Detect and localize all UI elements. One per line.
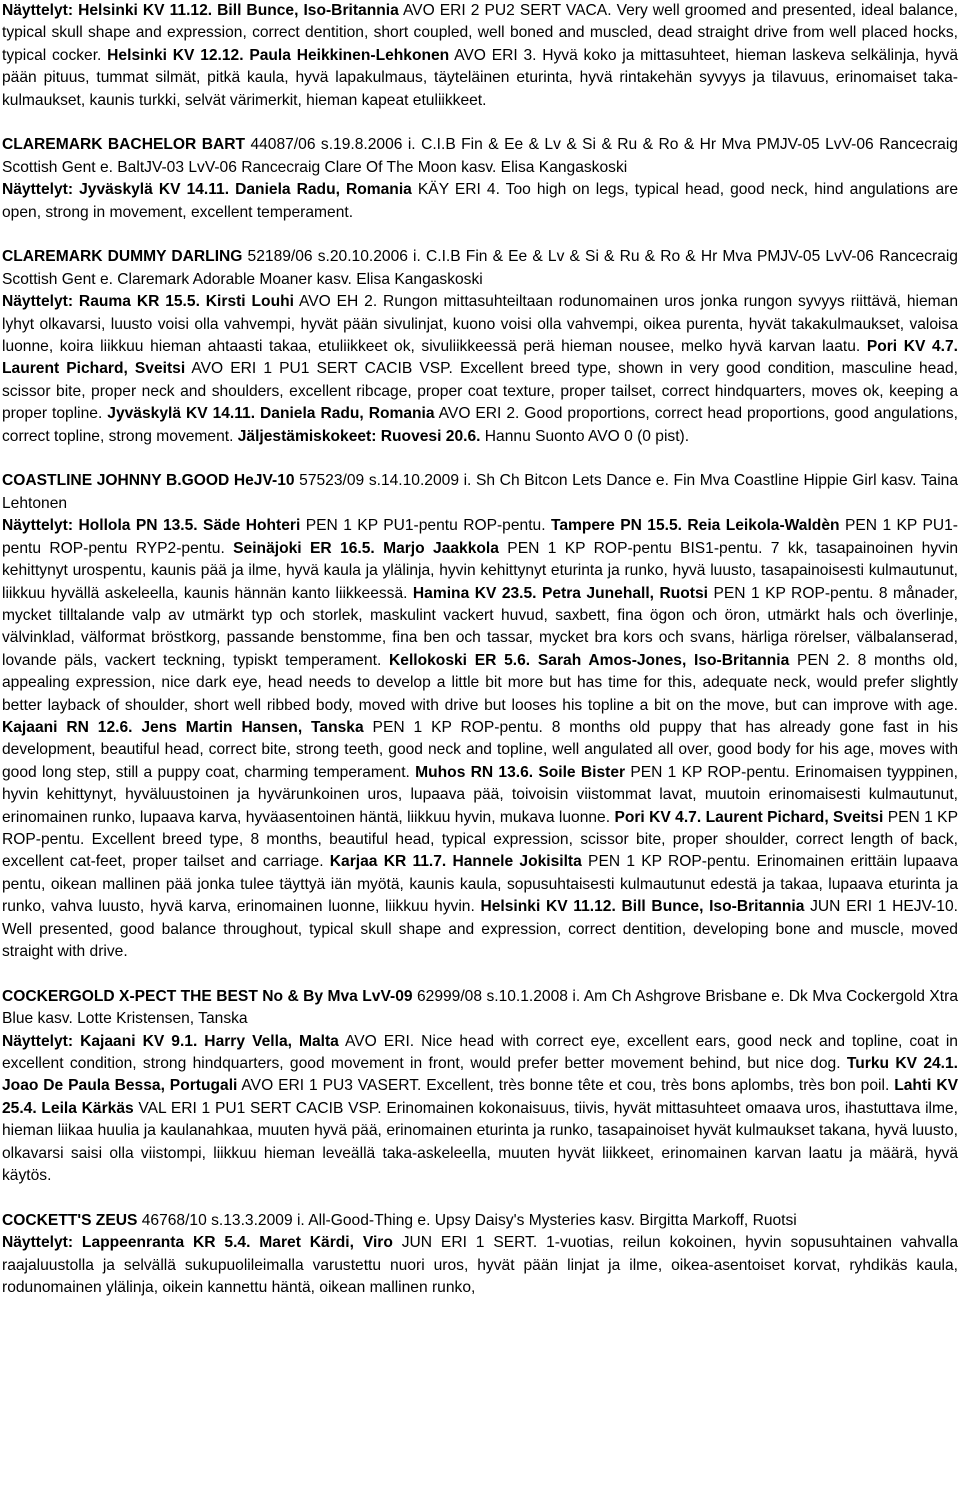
dog-entry: [2, 134, 958, 224]
bold-text-run: Karjaa KR 11.7. Hannele Jokisilta: [329, 853, 582, 871]
dog-entry-header: [2, 246, 958, 291]
text-run: 62999/08 s.10.1.2008 i. Am Ch Ashgrove Brisbane e. Dk Mva Cockergold Xtra Blue kasv. Lotte Kristensen, Tanska: [2, 987, 958, 1028]
dog-entry-results: [2, 291, 958, 448]
text-run: PEN 1 KP ROP-pentu. Erinomaisen tyyppinen, hyvin kehittynyt, hyväluustoinen ja hyvärunkoinen uros, lupaava pää, toivoisin viistommat lavat, muutoin erinomaisesti kulmautunut, erinomainen runko, lupaava karva, hyväasentoinen häntä, liikkuu hyvin, mukava luonne.: [2, 763, 958, 826]
bold-text-run: Muhos RN 13.6. Soile Bister: [415, 763, 626, 781]
text-run: PEN 1 KP PU1-pentu ROP-pentu.: [300, 517, 551, 535]
dog-entry-results: [2, 1232, 958, 1299]
text-run: PEN 1 KP PU1-pentu ROP-pentu RYP2-pentu.: [2, 517, 958, 557]
text-run: PEN 1 KP ROP-pentu. Excellent breed type, 8 months, beautiful head, typical expression, scissor bite, proper shoulder, correct length of back, excellent cat-feet, proper tailset and carriage.: [2, 808, 958, 871]
dog-entry-results: [2, 515, 958, 963]
bold-text-run: Jyväskylä KV 14.11. Daniela Radu, Romania: [107, 405, 435, 423]
text-run: AVO ERI 2. Good proportions, correct head proportions, good angulations, correct topline, strong movement.: [2, 405, 959, 445]
bold-text-run: COASTLINE JOHNNY B.GOOD HeJV-10: [2, 472, 295, 490]
bold-text-run: COCKETT'S ZEUS: [2, 1211, 138, 1229]
text-run: PEN 1 KP ROP-pentu. Erinomainen erittäin lupaava pentu, oikean mallinen pää jonka tulee täyttyä iän myötä, kaunis kaula, sopusuhtaisesti kulmautunut edestä ja takaa, lupaava eturinta ja runko, vahva luusto, hyvä karva, erinomainen luonne, liikkuu hyvin.: [2, 853, 959, 916]
bold-text-run: Näyttelyt: Jyväskylä KV 14.11. Daniela Radu, Romania: [2, 181, 412, 199]
bold-text-run: Pori KV 4.7. Laurent Pichard, Sveitsi: [2, 338, 958, 378]
bold-text-run: CLAREMARK BACHELOR BART: [2, 136, 246, 154]
paragraph-intro: [2, 0, 958, 112]
dog-entry-header: [2, 1210, 958, 1232]
bold-text-run: Pori KV 4.7. Laurent Pichard, Sveitsi: [614, 808, 884, 826]
text-run: AVO ERI. Nice head with correct eye, excellent ears, good neck and topline, coat in excellent condition, strong hindquarters, good movement in front, would prefer better movement behind, but nice dog.: [2, 1032, 958, 1073]
bold-text-run: Tampere PN 15.5. Reia Leikola-Waldèn: [550, 517, 840, 535]
text-run: AVO EH 2. Rungon mittasuhteiltaan rodunomainen uros jonka rungon syvyys riittävä, hieman lyhyt olkavarsi, luusto voisi olla vahvempi, hyvät pään sivulinjat, kuono voisi olla vahvempi, oikea purenta, hyvät takakulmaukset, valoisa luonne, koira liikkuu hieman ahtaasti takaa, etuliikkeet ok, sivuliikkeessä perä hieman nousee, melko hyvä karvan laatu.: [2, 293, 958, 356]
text-run: 44087/06 s.19.8.2006 i. C.I.B Fin & Ee & Lv & Si & Ru & Ro & Hr Mva PMJV-05 LvV-06 Rancecraig Scottish Gent e. BaltJV-03 LvV-06 Rancecraig Clare Of The Moon kasv. Elisa Kangaskoski: [2, 136, 958, 176]
dog-entry: [2, 986, 958, 1188]
bold-text-run: Näyttelyt: Helsinki KV 11.12. Bill Bunce, Iso-Britannia: [2, 2, 399, 19]
text-run: PEN 2. 8 months old, appealing expression, nice dark eye, head needs to develop a little bit more but has time for this, adequate neck, would prefer slightly better layback of shoulder, short well ribbed body, moved with drive but looses his topline a bit on the move, but can improve with age.: [2, 651, 958, 714]
text-run: 57523/09 s.14.10.2009 i. Sh Ch Bitcon Lets Dance e. Fin Mva Coastline Hippie Girl kasv. Taina Lehtonen: [2, 472, 958, 512]
bold-text-run: Näyttelyt: Hollola PN 13.5. Säde Hohteri: [2, 517, 301, 535]
bold-text-run: Jäljestämiskokeet: Ruovesi 20.6.: [237, 427, 481, 445]
text-run: VAL ERI 1 PU1 SERT CACIB VSP. Erinomainen kokonaisuus, tiivis, hyvät mittasuhteet omaava uros, ihastuttava ilme, hieman liikaa huulia ja kaulanahkaa, muuten hyvä pää, erinomainen eturinta ja runko, tasapainoiset hyvät kulmaukset takana, hyvä luusto, olkavarsi saisi olla viistompi, liikkuu hieman leveällä taka-askeleella, muuten hyvät liikkeet, erinomainen karvan laatu ja määrä, hyvä käytös.: [2, 1099, 958, 1185]
dog-entry: [2, 246, 958, 448]
dog-entry-header: [2, 134, 958, 179]
bold-text-run: COCKERGOLD X-PECT THE BEST No & By Mva LvV-09: [2, 987, 413, 1005]
dog-entry-results: [2, 1031, 958, 1188]
bold-text-run: Kellokoski ER 5.6. Sarah Amos-Jones, Iso-Britannia: [389, 651, 790, 669]
dog-entries: [2, 134, 958, 1299]
dog-entry: [2, 470, 958, 963]
dog-entry: [2, 1210, 958, 1300]
dog-entry-header: [2, 470, 958, 515]
text-run: AVO ERI 3. Hyvä koko ja mittasuhteet, hieman laskeva selkälinja, hyvä pään pituus, tummat silmät, pitkä kaula, hyvä lapakulmaus, täyteläinen eturinta, hyvä rintakehän syvyys ja tilavuus, erinomaiset taka-kulmaukset, kaunis turkki, selvät värimerkit, hieman kapeat etuliikkeet.: [2, 46, 958, 109]
bold-text-run: Helsinki KV 12.12. Paula Heikkinen-Lehkonen: [107, 46, 450, 64]
text-run: Hannu Suonto AVO 0 (0 pist).: [480, 427, 690, 445]
bold-text-run: Näyttelyt: Rauma KR 15.5. Kirsti Louhi: [2, 293, 294, 311]
text-run: AVO ERI 1 PU3 VASERT. Excellent, très bonne tête et cou, très bons aplombs, très bon poil.: [237, 1077, 895, 1095]
dog-entry-header: [2, 986, 958, 1031]
bold-text-run: Seinäjoki ER 16.5. Marjo Jaakkola: [233, 539, 499, 557]
bold-text-run: CLAREMARK DUMMY DARLING: [2, 248, 243, 266]
bold-text-run: Kajaani RN 12.6. Jens Martin Hansen, Tanska: [2, 718, 364, 736]
bold-text-run: Näyttelyt: Kajaani KV 9.1. Harry Vella, Malta: [2, 1032, 339, 1050]
text-run: AVO ERI 2 PU2 SERT VACA. Very well groomed and presented, ideal balance, typical skull shape and expression, correct dentition, short coupled, well boned and muscled, dead straight drive from well placed hocks, typical cocker.: [2, 2, 958, 64]
text-run: JUN ERI 1 HEJV-10. Well presented, good balance throughout, typical skull shape and expression, correct dentition, developing bone and muscle, moved straight with drive.: [2, 898, 958, 961]
text-run: AVO ERI 1 PU1 SERT CACIB VSP. Excellent breed type, shown in very good condition, masculine head, scissor bite, proper neck and shoulders, excellent ribcage, proper coat texture, proper tailset, correct hindquarters, moves ok, keeping a proper topline.: [2, 360, 958, 423]
text-run: PEN 1 KP ROP-pentu. 8 months old puppy that has already gone fast in his development, beautiful head, correct bite, strong teeth, good neck and topline, well angulated all over, good body for his age, moves with good long step, still a puppy coat, charming temperament.: [2, 718, 958, 781]
text-run: KÄY ERI 4. Too high on legs, typical head, good neck, hind angulations are open, strong in movement, excellent temperament.: [2, 181, 958, 221]
dog-entry-results: [2, 179, 958, 224]
bold-text-run: Lahti KV 25.4. Leila Kärkäs: [2, 1077, 958, 1117]
bold-text-run: Helsinki KV 11.12. Bill Bunce, Iso-Britannia: [480, 898, 805, 916]
text-run: PEN 1 KP ROP-pentu. 8 månader, mycket tilltalande valp av utmärkt typ och storlek, maskulint vackert huvud, saxbett, fina ögon och öron, utmärkt hals och överlinje, välvinklad, välformat bröstkorg, passande benstomme, fina ben och tassar, mycket bra kors och svans, härliga rörelser, välbalanserad, lovande päls, vackert teckning, typiskt temperament.: [2, 584, 958, 669]
text-run: 46768/10 s.13.3.2009 i. All-Good-Thing e. Upsy Daisy's Mysteries kasv. Birgitta Markoff, Ruotsi: [137, 1211, 797, 1229]
text-run: PEN 1 KP ROP-pentu BIS1-pentu. 7 kk, tasapainoinen hyvin kehittynyt urospentu, kaunis pää ja ilme, hyvä kaula ja ylälinja, hyvin kehittynyt eturinta ja runko, hyvä luusto, tasapainoisesti kulmautunut, liikkuu hyvällä askeleella, kaunis hännän kanto liikkeessä.: [2, 539, 959, 602]
text-run: JUN ERI 1 SERT. 1-vuotias, reilun kokoinen, hyvin sopusuhtainen vahvalla raajaluustolla ja selvällä sukupuolileimalla varustettu nuori uros, hyvät pään linjat ja ilme, oikea-asentoiset korvat, ryhdikäs kaula, rodunomainen ylälinja, oikein kannettu häntä, oikean mallinen runko,: [2, 1234, 958, 1297]
text-run: 52189/06 s.20.10.2006 i. C.I.B Fin & Ee & Lv & Si & Ru & Ro & Hr Mva PMJV-05 LvV-06 Rancecraig Scottish Gent e. Claremark Adorable Moaner kasv. Elisa Kangaskoski: [2, 248, 958, 288]
bold-text-run: Turku KV 24.1. Joao De Paula Bessa, Portugali: [2, 1055, 958, 1095]
bold-text-run: Hamina KV 23.5. Petra Junehall, Ruotsi: [412, 584, 708, 602]
bold-text-run: Näyttelyt: Lappeenranta KR 5.4. Maret Kärdi, Viro: [2, 1234, 393, 1252]
